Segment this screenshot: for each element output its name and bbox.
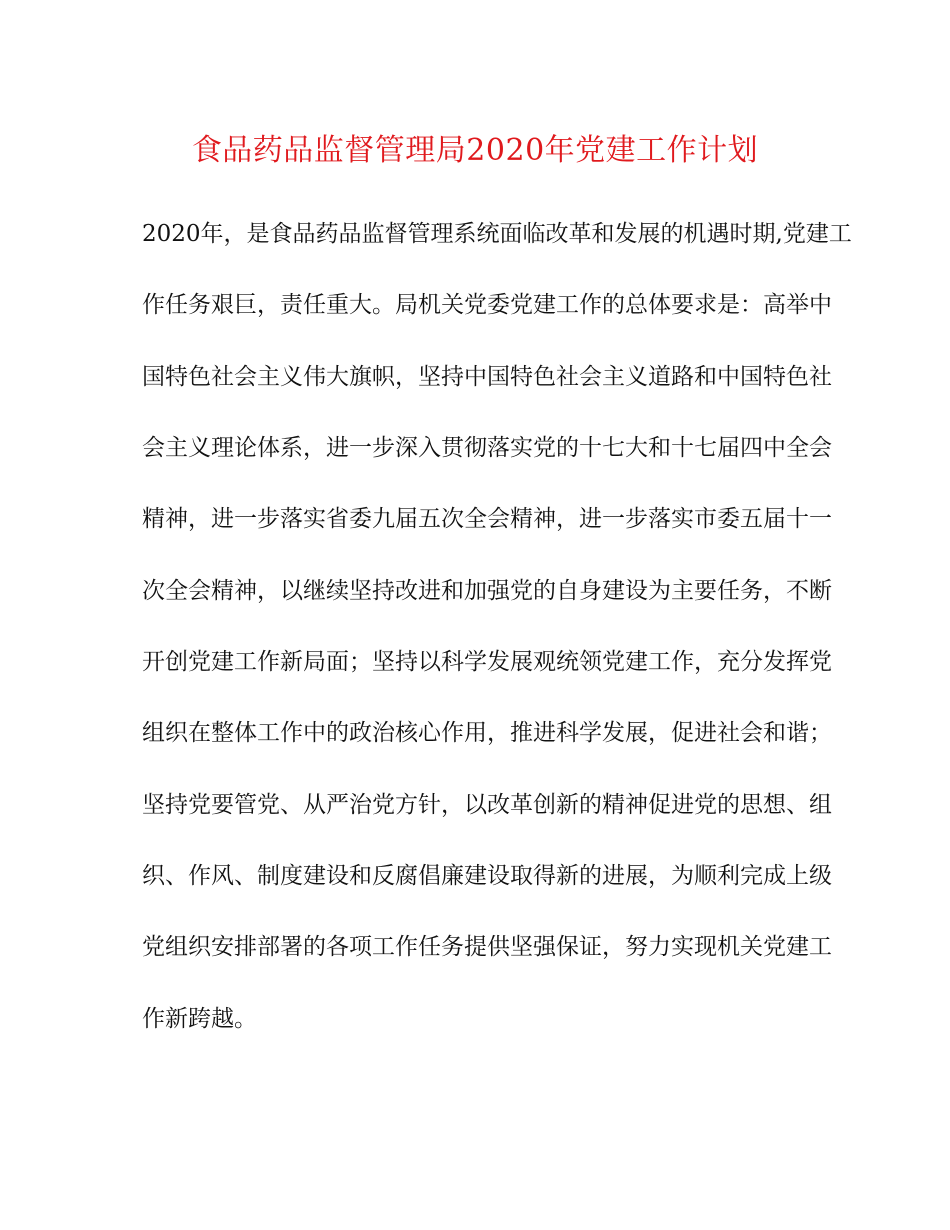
paragraph-line: 织、作风、制度建设和反腐倡廉建设取得新的进展，为顺利完成上级 bbox=[142, 863, 832, 889]
paragraph-line: 作任务艰巨，责任重大。局机关党委党建工作的总体要求是：高举中 bbox=[142, 292, 832, 318]
paragraph-line: 开创党建工作新局面；坚持以科学发展观统领党建工作，充分发挥党 bbox=[142, 649, 832, 675]
paragraph-line: 党组织安排部署的各项工作任务提供坚强保证，努力实现机关党建工 bbox=[142, 934, 832, 960]
paragraph-line: 会主义理论体系，进一步深入贯彻落实党的十七大和十七届四中全会 bbox=[142, 435, 832, 461]
paragraph-line: 作新跨越。 bbox=[142, 1006, 257, 1032]
paragraph-line: 2020年，是食品药品监督管理系统面临改革和发展的机遇时期,党建工 bbox=[142, 221, 852, 247]
paragraph-line: 次全会精神，以继续坚持改进和加强党的自身建设为主要任务，不断 bbox=[142, 578, 832, 604]
paragraph-line: 精神，进一步落实省委九届五次全会精神，进一步落实市委五届十一 bbox=[142, 506, 832, 532]
paragraph-line: 组织在整体工作中的政治核心作用，推进科学发展，促进社会和谐； bbox=[142, 720, 832, 746]
paragraph-line: 国特色社会主义伟大旗帜，坚持中国特色社会主义道路和中国特色社 bbox=[142, 364, 832, 390]
document-title: 食品药品监督管理局2020年党建工作计划 bbox=[191, 133, 759, 168]
paragraph-line: 坚持党要管党、从严治党方针，以改革创新的精神促进党的思想、组 bbox=[142, 792, 832, 818]
